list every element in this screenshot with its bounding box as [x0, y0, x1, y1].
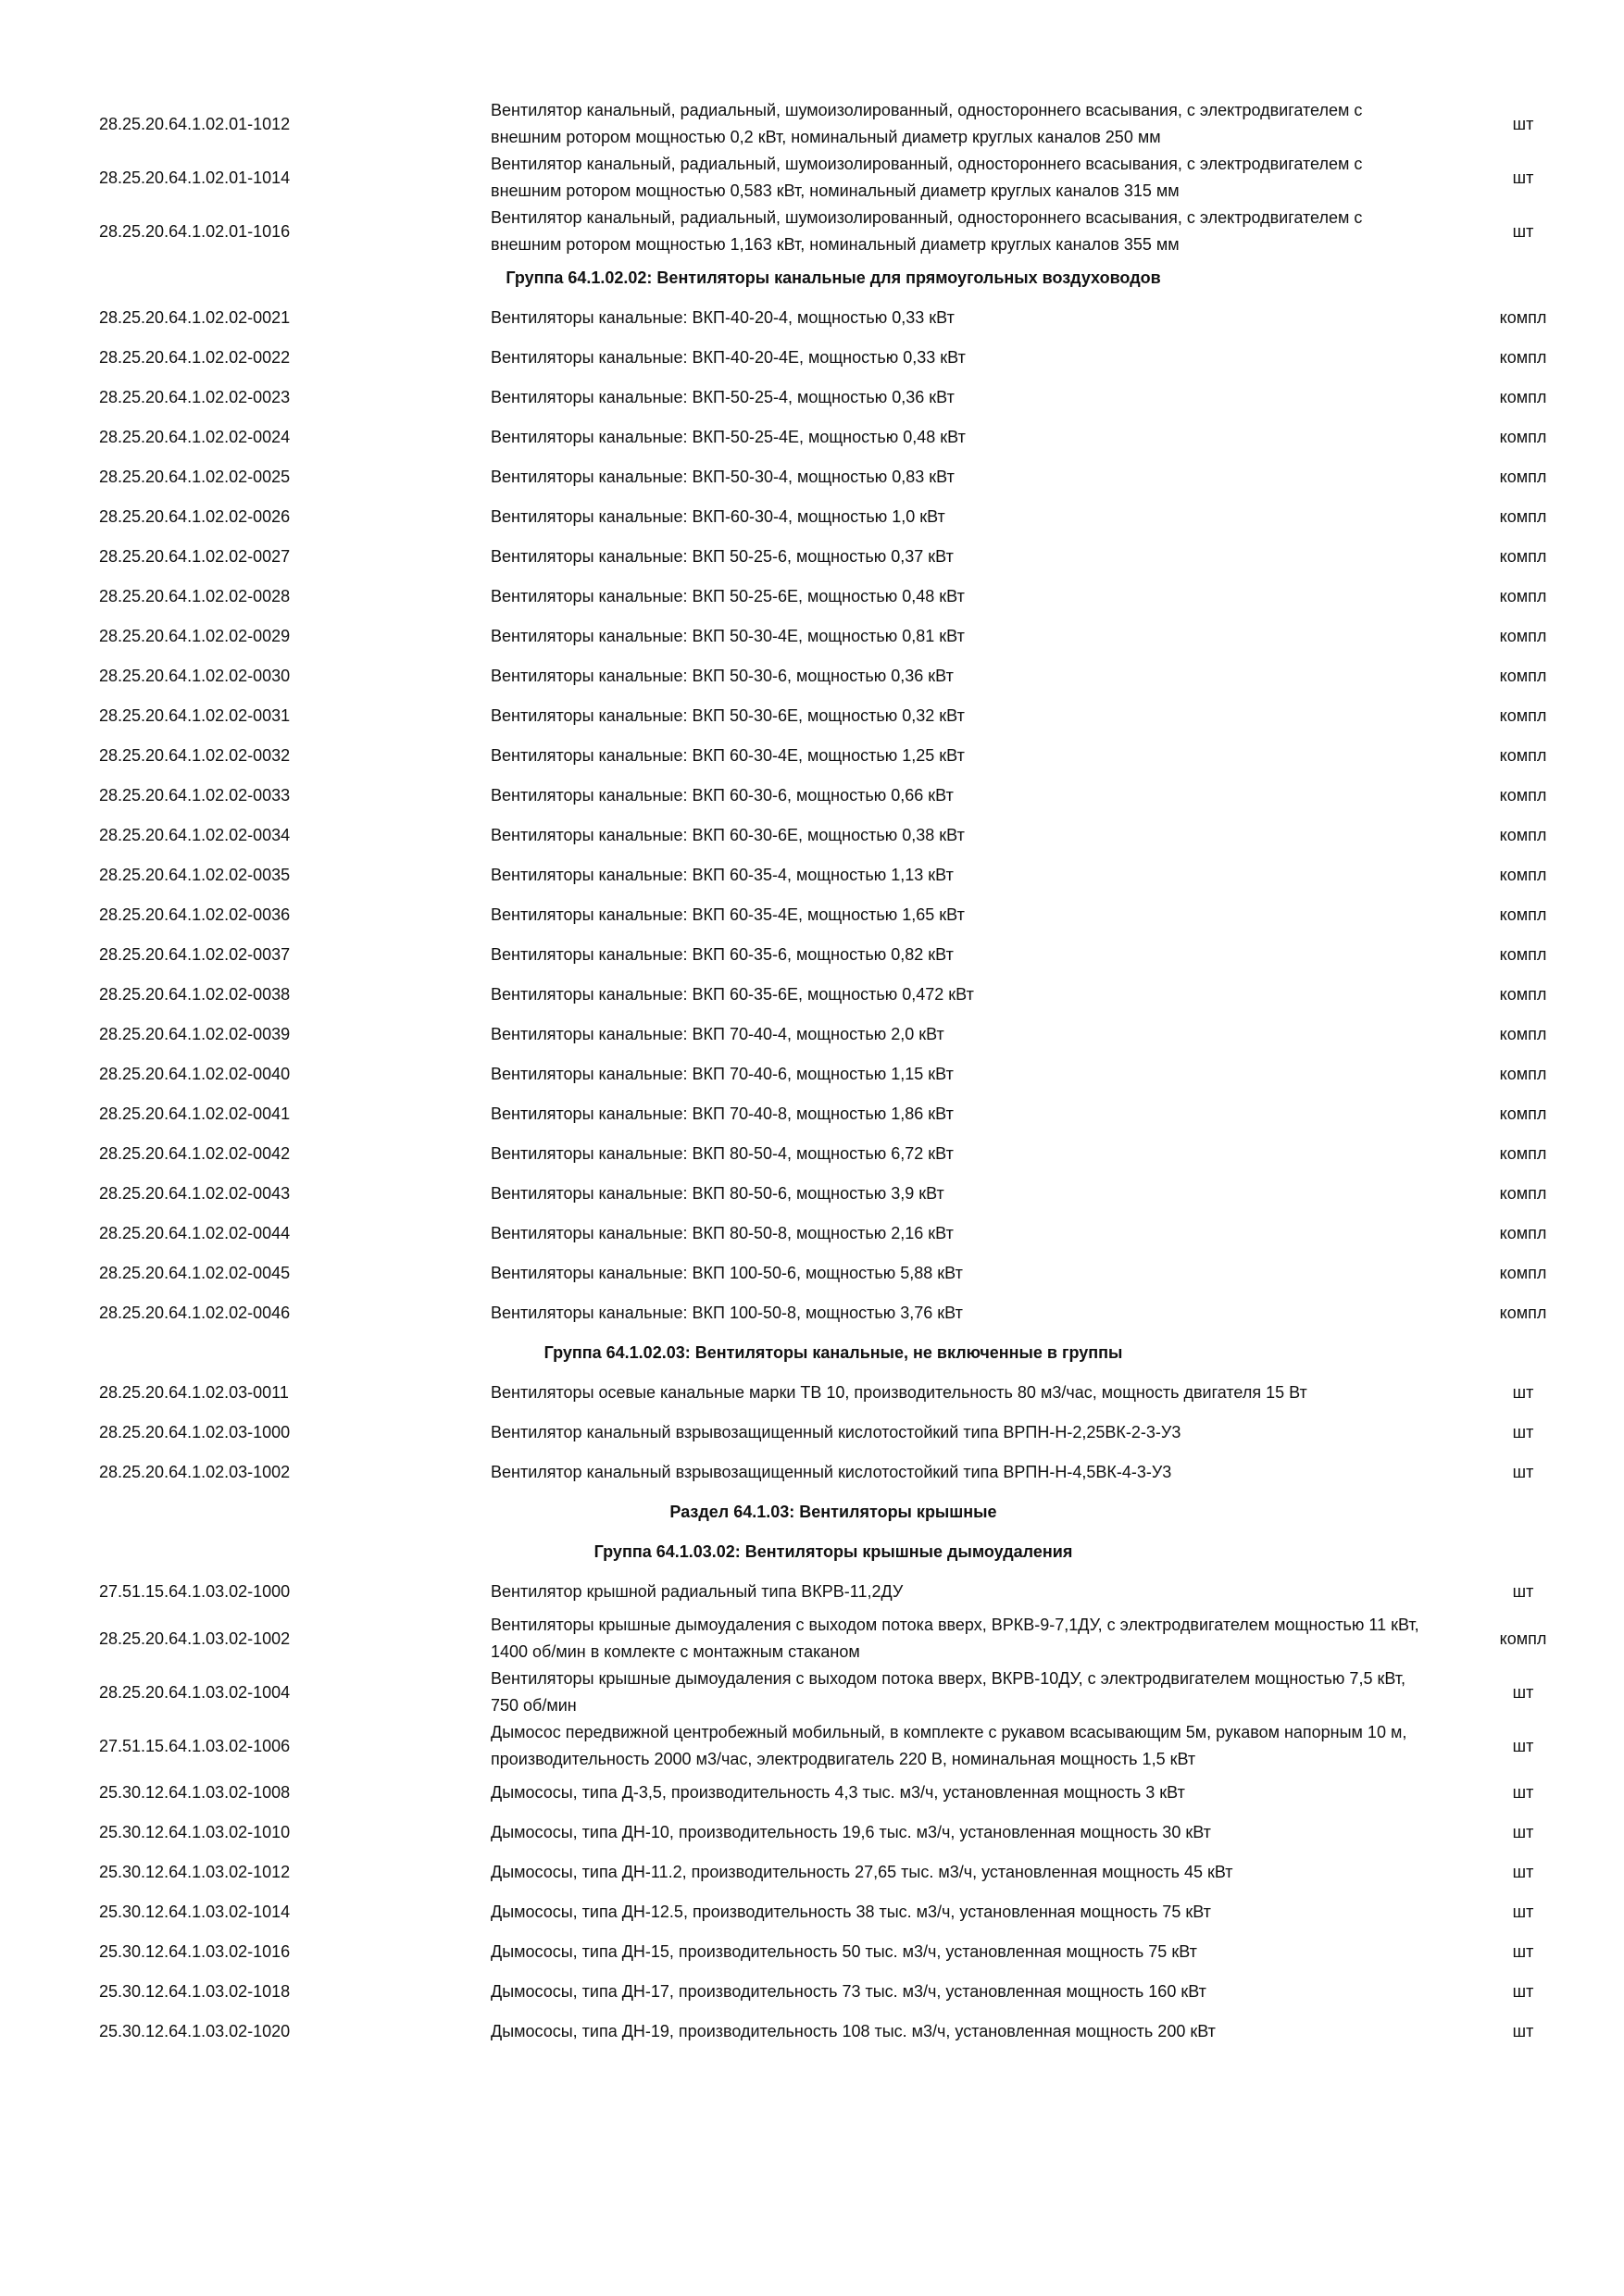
table-row [93, 975, 1574, 1015]
table-row [93, 656, 1574, 696]
table-row [93, 1773, 1574, 1813]
unit-of-measure: компл [1499, 348, 1547, 367]
resource-code: 28.25.20.64.1.02.03-1002 [99, 1463, 291, 1481]
resource-description: Дымососы, типа ДН-17, производительность 73 тыс. м3/ч, установленная мощность 160 кВт [491, 1982, 1206, 2001]
resource-code: 28.25.20.64.1.02.02-0021 [99, 308, 291, 327]
resource-code: 28.25.20.64.1.02.03-1000 [99, 1423, 291, 1441]
resource-code: 28.25.20.64.1.02.02-0027 [99, 547, 291, 566]
unit-of-measure: шт [1512, 1903, 1534, 1921]
table-row [93, 1813, 1574, 1853]
resource-code: 25.30.12.64.1.03.02-1012 [99, 1863, 291, 1881]
table-row [93, 776, 1574, 816]
unit-of-measure: шт [1512, 114, 1534, 133]
table-row [93, 1174, 1574, 1214]
resource-code: 28.25.20.64.1.02.02-0026 [99, 507, 291, 526]
unit-of-measure: компл [1499, 945, 1547, 964]
resource-description: Вентиляторы канальные: ВКП 70-40-6, мощностью 1,15 кВт [491, 1065, 954, 1083]
resource-description: Вентиляторы канальные: ВКП-60-30-4, мощностью 1,0 кВт [491, 507, 945, 526]
resource-description: Вентилятор крышной радиальный типа ВКРВ-11,2ДУ [491, 1582, 904, 1601]
unit-of-measure: шт [1512, 221, 1534, 241]
unit-of-measure: компл [1499, 905, 1547, 924]
resource-code: 27.51.15.64.1.03.02-1000 [99, 1582, 291, 1601]
table-row [93, 696, 1574, 736]
resource-code: 28.25.20.64.1.02.01-1012 [99, 114, 291, 133]
unit-of-measure: компл [1499, 667, 1547, 685]
resource-description: Вентиляторы канальные: ВКП 60-30-4Е, мощностью 1,25 кВт [491, 746, 965, 765]
table-row [93, 1853, 1574, 1892]
resource-code: 25.30.12.64.1.03.02-1016 [99, 1942, 291, 1961]
unit-of-measure: шт [1512, 1582, 1534, 1601]
resource-code: 28.25.20.64.1.03.02-1004 [99, 1682, 291, 1702]
resource-description: Вентиляторы канальные: ВКП 60-35-4Е, мощностью 1,65 кВт [491, 905, 965, 924]
resource-description: Дымососы, типа Д-3,5, производительность 4,3 тыс. м3/ч, установленная мощность 3 кВт [491, 1783, 1185, 1802]
unit-of-measure: компл [1499, 985, 1547, 1004]
table-row [93, 1572, 1574, 1612]
unit-of-measure: компл [1499, 1025, 1547, 1043]
unit-of-measure: компл [1499, 308, 1547, 327]
unit-of-measure: компл [1499, 627, 1547, 645]
resource-code: 28.25.20.64.1.02.02-0025 [99, 468, 291, 486]
table-row [93, 617, 1574, 656]
unit-of-measure: компл [1499, 1104, 1547, 1123]
resource-code: 28.25.20.64.1.02.02-0039 [99, 1025, 291, 1043]
table-row [93, 1214, 1574, 1254]
table-row [93, 1612, 1574, 1666]
table-row [93, 1972, 1574, 2012]
resource-code: 28.25.20.64.1.02.02-0024 [99, 428, 291, 446]
resource-code: 28.25.20.64.1.02.02-0028 [99, 587, 291, 605]
resource-description: Вентиляторы канальные: ВКП 60-30-6, мощностью 0,66 кВт [491, 786, 954, 805]
resource-description: Вентиляторы канальные: ВКП 60-35-4, мощностью 1,13 кВт [491, 866, 954, 884]
resource-description: Дымососы, типа ДН-10, производительность 19,6 тыс. м3/ч, установленная мощность 30 кВт [491, 1823, 1211, 1841]
table-row [93, 1054, 1574, 1094]
unit-of-measure: шт [1512, 1863, 1534, 1881]
unit-of-measure: шт [1512, 1463, 1534, 1481]
resource-code: 28.25.20.64.1.02.02-0044 [99, 1224, 291, 1242]
resource-description: Вентиляторы канальные: ВКП 80-50-6, мощностью 3,9 кВт [491, 1184, 944, 1203]
resource-code: 28.25.20.64.1.02.02-0041 [99, 1104, 291, 1123]
resource-description: Дымососы, типа ДН-15, производительность 50 тыс. м3/ч, установленная мощность 75 кВт [491, 1942, 1197, 1961]
resource-code: 28.25.20.64.1.02.02-0036 [99, 905, 291, 924]
resource-code: 28.25.20.64.1.02.02-0033 [99, 786, 291, 805]
table-row [93, 1892, 1574, 1932]
table-row [93, 1094, 1574, 1134]
unit-of-measure: компл [1499, 547, 1547, 566]
unit-of-measure: шт [1512, 1383, 1534, 1402]
table-row [93, 577, 1574, 617]
resource-code: 28.25.20.64.1.02.02-0032 [99, 746, 291, 765]
resource-description: Вентиляторы канальные: ВКП-50-30-4, мощностью 0,83 кВт [491, 468, 955, 486]
resource-description: Вентиляторы канальные: ВКП 50-30-6Е, мощностью 0,32 кВт [491, 706, 965, 725]
table-row [93, 1932, 1574, 1972]
table-row [93, 1373, 1574, 1413]
table-row [93, 338, 1574, 378]
table-row [93, 537, 1574, 577]
unit-of-measure: компл [1499, 786, 1547, 805]
resource-description: Вентиляторы осевые канальные марки ТВ 10, производительность 80 м3/час, мощность двигателя 15 Вт [491, 1383, 1307, 1402]
unit-of-measure: шт [1512, 1736, 1534, 1755]
resource-description: Вентиляторы канальные: ВКП 70-40-4, мощностью 2,0 кВт [491, 1025, 944, 1043]
unit-of-measure: компл [1499, 706, 1547, 725]
resource-description: Вентиляторы канальные: ВКП-50-25-4, мощностью 0,36 кВт [491, 388, 955, 406]
resource-code: 28.25.20.64.1.02.02-0035 [99, 866, 291, 884]
resource-description: Вентиляторы канальные: ВКП 50-30-6, мощностью 0,36 кВт [491, 667, 954, 685]
unit-of-measure: компл [1499, 507, 1547, 526]
table-row [93, 935, 1574, 975]
resource-description: Вентилятор канальный, радиальный, шумоизолированный, одностороннего всасывания, с электродвигателем с внешним ротором мощностью 0,2 кВт, номинальный диаметр круглых каналов 250 мм [491, 101, 1363, 146]
resource-code: 25.30.12.64.1.03.02-1018 [99, 1982, 291, 2001]
resource-code: 28.25.20.64.1.02.02-0043 [99, 1184, 291, 1203]
resource-description: Дымососы, типа ДН-12.5, производительность 38 тыс. м3/ч, установленная мощность 75 кВт [491, 1903, 1211, 1921]
table-row [93, 816, 1574, 855]
resource-table [93, 97, 1574, 2052]
unit-of-measure: шт [1512, 168, 1534, 187]
unit-of-measure: компл [1499, 1144, 1547, 1163]
resource-description: Вентиляторы канальные: ВКП-40-20-4Е, мощностью 0,33 кВт [491, 348, 966, 367]
resource-code: 25.30.12.64.1.03.02-1014 [99, 1903, 291, 1921]
resource-description: Вентиляторы канальные: ВКП 60-35-6, мощностью 0,82 кВт [491, 945, 954, 964]
resource-description: Вентиляторы канальные: ВКП-50-25-4Е, мощностью 0,48 кВт [491, 428, 966, 446]
unit-of-measure: шт [1512, 1823, 1534, 1841]
resource-description: Вентиляторы крышные дымоудаления с выходом потока вверх, ВКРВ-10ДУ, с электродвигателем мощностью 7,5 кВт, 750 об/мин [491, 1669, 1405, 1715]
resource-description: Вентиляторы канальные: ВКП 100-50-8, мощностью 3,76 кВт [491, 1304, 963, 1322]
resource-description: Вентилятор канальный взрывозащищенный кислотостойкий типа ВРПН-Н-2,25ВК-2-3-У3 [491, 1423, 1181, 1441]
section-heading: Группа 64.1.03.02: Вентиляторы крышные дымоудаления [593, 1542, 1073, 1561]
section-heading: Группа 64.1.02.02: Вентиляторы канальные для прямоугольных воздуховодов [506, 268, 1161, 287]
resource-description: Дымосос передвижной центробежный мобильный, в комплекте с рукавом всасывающим 5м, рукавом напорным 10 м, производительность 2000 м3/час, электродвигатель 220 В, номинальная мощность 1,5 кВт [491, 1723, 1407, 1768]
resource-description: Вентиляторы канальные: ВКП 50-25-6, мощностью 0,37 кВт [491, 547, 954, 566]
resource-code: 28.25.20.64.1.02.02-0034 [99, 826, 291, 844]
resource-description: Вентилятор канальный, радиальный, шумоизолированный, одностороннего всасывания, с электродвигателем с внешним ротором мощностью 0,583 кВт, номинальный диаметр круглых каналов 315 мм [491, 155, 1363, 200]
resource-description: Вентиляторы канальные: ВКП 50-30-4Е, мощностью 0,81 кВт [491, 627, 965, 645]
resource-description: Вентиляторы канальные: ВКП 80-50-8, мощностью 2,16 кВт [491, 1224, 954, 1242]
table-row [93, 1134, 1574, 1174]
unit-of-measure: компл [1499, 826, 1547, 844]
resource-code: 28.25.20.64.1.02.02-0030 [99, 667, 291, 685]
unit-of-measure: компл [1499, 468, 1547, 486]
resource-code: 28.25.20.64.1.02.02-0040 [99, 1065, 291, 1083]
table-row [93, 1293, 1574, 1333]
table-row [93, 1453, 1574, 1492]
table-row [93, 1719, 1574, 1773]
table-row [93, 1015, 1574, 1054]
resource-code: 28.25.20.64.1.02.02-0042 [99, 1144, 291, 1163]
section-heading: Раздел 64.1.03: Вентиляторы крышные [669, 1503, 997, 1521]
table-row [93, 736, 1574, 776]
table-row [93, 205, 1574, 258]
table-row [93, 457, 1574, 497]
resource-code: 28.25.20.64.1.02.02-0029 [99, 627, 291, 645]
table-row [93, 418, 1574, 457]
unit-of-measure: компл [1499, 1224, 1547, 1242]
table-row [93, 1413, 1574, 1453]
resource-description: Вентиляторы канальные: ВКП-40-20-4, мощностью 0,33 кВт [491, 308, 955, 327]
unit-of-measure: шт [1512, 2022, 1534, 2040]
table-row [93, 298, 1574, 338]
resource-description: Вентиляторы канальные: ВКП 70-40-8, мощностью 1,86 кВт [491, 1104, 954, 1123]
table-row [93, 97, 1574, 151]
resource-description: Вентиляторы канальные: ВКП 80-50-4, мощностью 6,72 кВт [491, 1144, 954, 1163]
resource-code: 28.25.20.64.1.02.01-1016 [99, 221, 291, 241]
unit-of-measure: шт [1512, 1942, 1534, 1961]
resource-code: 28.25.20.64.1.02.03-0011 [99, 1383, 289, 1402]
resource-description: Вентиляторы канальные: ВКП 100-50-6, мощностью 5,88 кВт [491, 1264, 963, 1282]
resource-description: Дымососы, типа ДН-19, производительность 108 тыс. м3/ч, установленная мощность 200 кВт [491, 2022, 1216, 2040]
unit-of-measure: компл [1499, 587, 1547, 605]
unit-of-measure: компл [1499, 866, 1547, 884]
unit-of-measure: компл [1499, 1264, 1547, 1282]
unit-of-measure: компл [1499, 1065, 1547, 1083]
table-row [93, 378, 1574, 418]
unit-of-measure: компл [1499, 1304, 1547, 1322]
unit-of-measure: шт [1512, 1783, 1534, 1802]
table-row [93, 2012, 1574, 2052]
resource-code: 25.30.12.64.1.03.02-1008 [99, 1783, 291, 1802]
section-heading: Группа 64.1.02.03: Вентиляторы канальные, не включенные в группы [543, 1343, 1123, 1362]
unit-of-measure: шт [1512, 1682, 1534, 1702]
resource-code: 28.25.20.64.1.02.02-0038 [99, 985, 291, 1004]
table-row [93, 1254, 1574, 1293]
table-row [93, 895, 1574, 935]
unit-of-measure: компл [1499, 1628, 1547, 1648]
unit-of-measure: шт [1512, 1423, 1534, 1441]
unit-of-measure: шт [1512, 1982, 1534, 2001]
resource-code: 28.25.20.64.1.02.02-0045 [99, 1264, 291, 1282]
table-row [93, 855, 1574, 895]
resource-code: 28.25.20.64.1.02.02-0023 [99, 388, 291, 406]
resource-code: 28.25.20.64.1.02.02-0031 [99, 706, 291, 725]
resource-description: Вентилятор канальный, радиальный, шумоизолированный, одностороннего всасывания, с электродвигателем с внешним ротором мощностью 1,163 кВт, номинальный диаметр круглых каналов 355 мм [491, 208, 1363, 254]
unit-of-measure: компл [1499, 428, 1547, 446]
table-row [93, 151, 1574, 205]
unit-of-measure: компл [1499, 388, 1547, 406]
table-row [93, 1666, 1574, 1719]
unit-of-measure: компл [1499, 1184, 1547, 1203]
resource-code: 25.30.12.64.1.03.02-1020 [99, 2022, 291, 2040]
table-row [93, 497, 1574, 537]
resource-code: 27.51.15.64.1.03.02-1006 [99, 1736, 291, 1755]
resource-description: Дымососы, типа ДН-11.2, производительность 27,65 тыс. м3/ч, установленная мощность 45 кВт [491, 1863, 1233, 1881]
resource-code: 25.30.12.64.1.03.02-1010 [99, 1823, 291, 1841]
resource-description: Вентилятор канальный взрывозащищенный кислотостойкий типа ВРПН-Н-4,5ВК-4-3-У3 [491, 1463, 1172, 1481]
resource-code: 28.25.20.64.1.02.02-0022 [99, 348, 291, 367]
resource-code: 28.25.20.64.1.03.02-1002 [99, 1628, 291, 1648]
resource-code: 28.25.20.64.1.02.01-1014 [99, 168, 291, 187]
resource-description: Вентиляторы крышные дымоудаления с выходом потока вверх, ВРКВ-9-7,1ДУ, с электродвигателем мощностью 11 кВт, 1400 об/мин в комлекте с монтажным стаканом [491, 1616, 1419, 1661]
resource-code: 28.25.20.64.1.02.02-0046 [99, 1304, 291, 1322]
resource-description: Вентиляторы канальные: ВКП 50-25-6Е, мощностью 0,48 кВт [491, 587, 965, 605]
resource-description: Вентиляторы канальные: ВКП 60-30-6Е, мощностью 0,38 кВт [491, 826, 965, 844]
resource-code: 28.25.20.64.1.02.02-0037 [99, 945, 291, 964]
unit-of-measure: компл [1499, 746, 1547, 765]
resource-description: Вентиляторы канальные: ВКП 60-35-6Е, мощностью 0,472 кВт [491, 985, 974, 1004]
